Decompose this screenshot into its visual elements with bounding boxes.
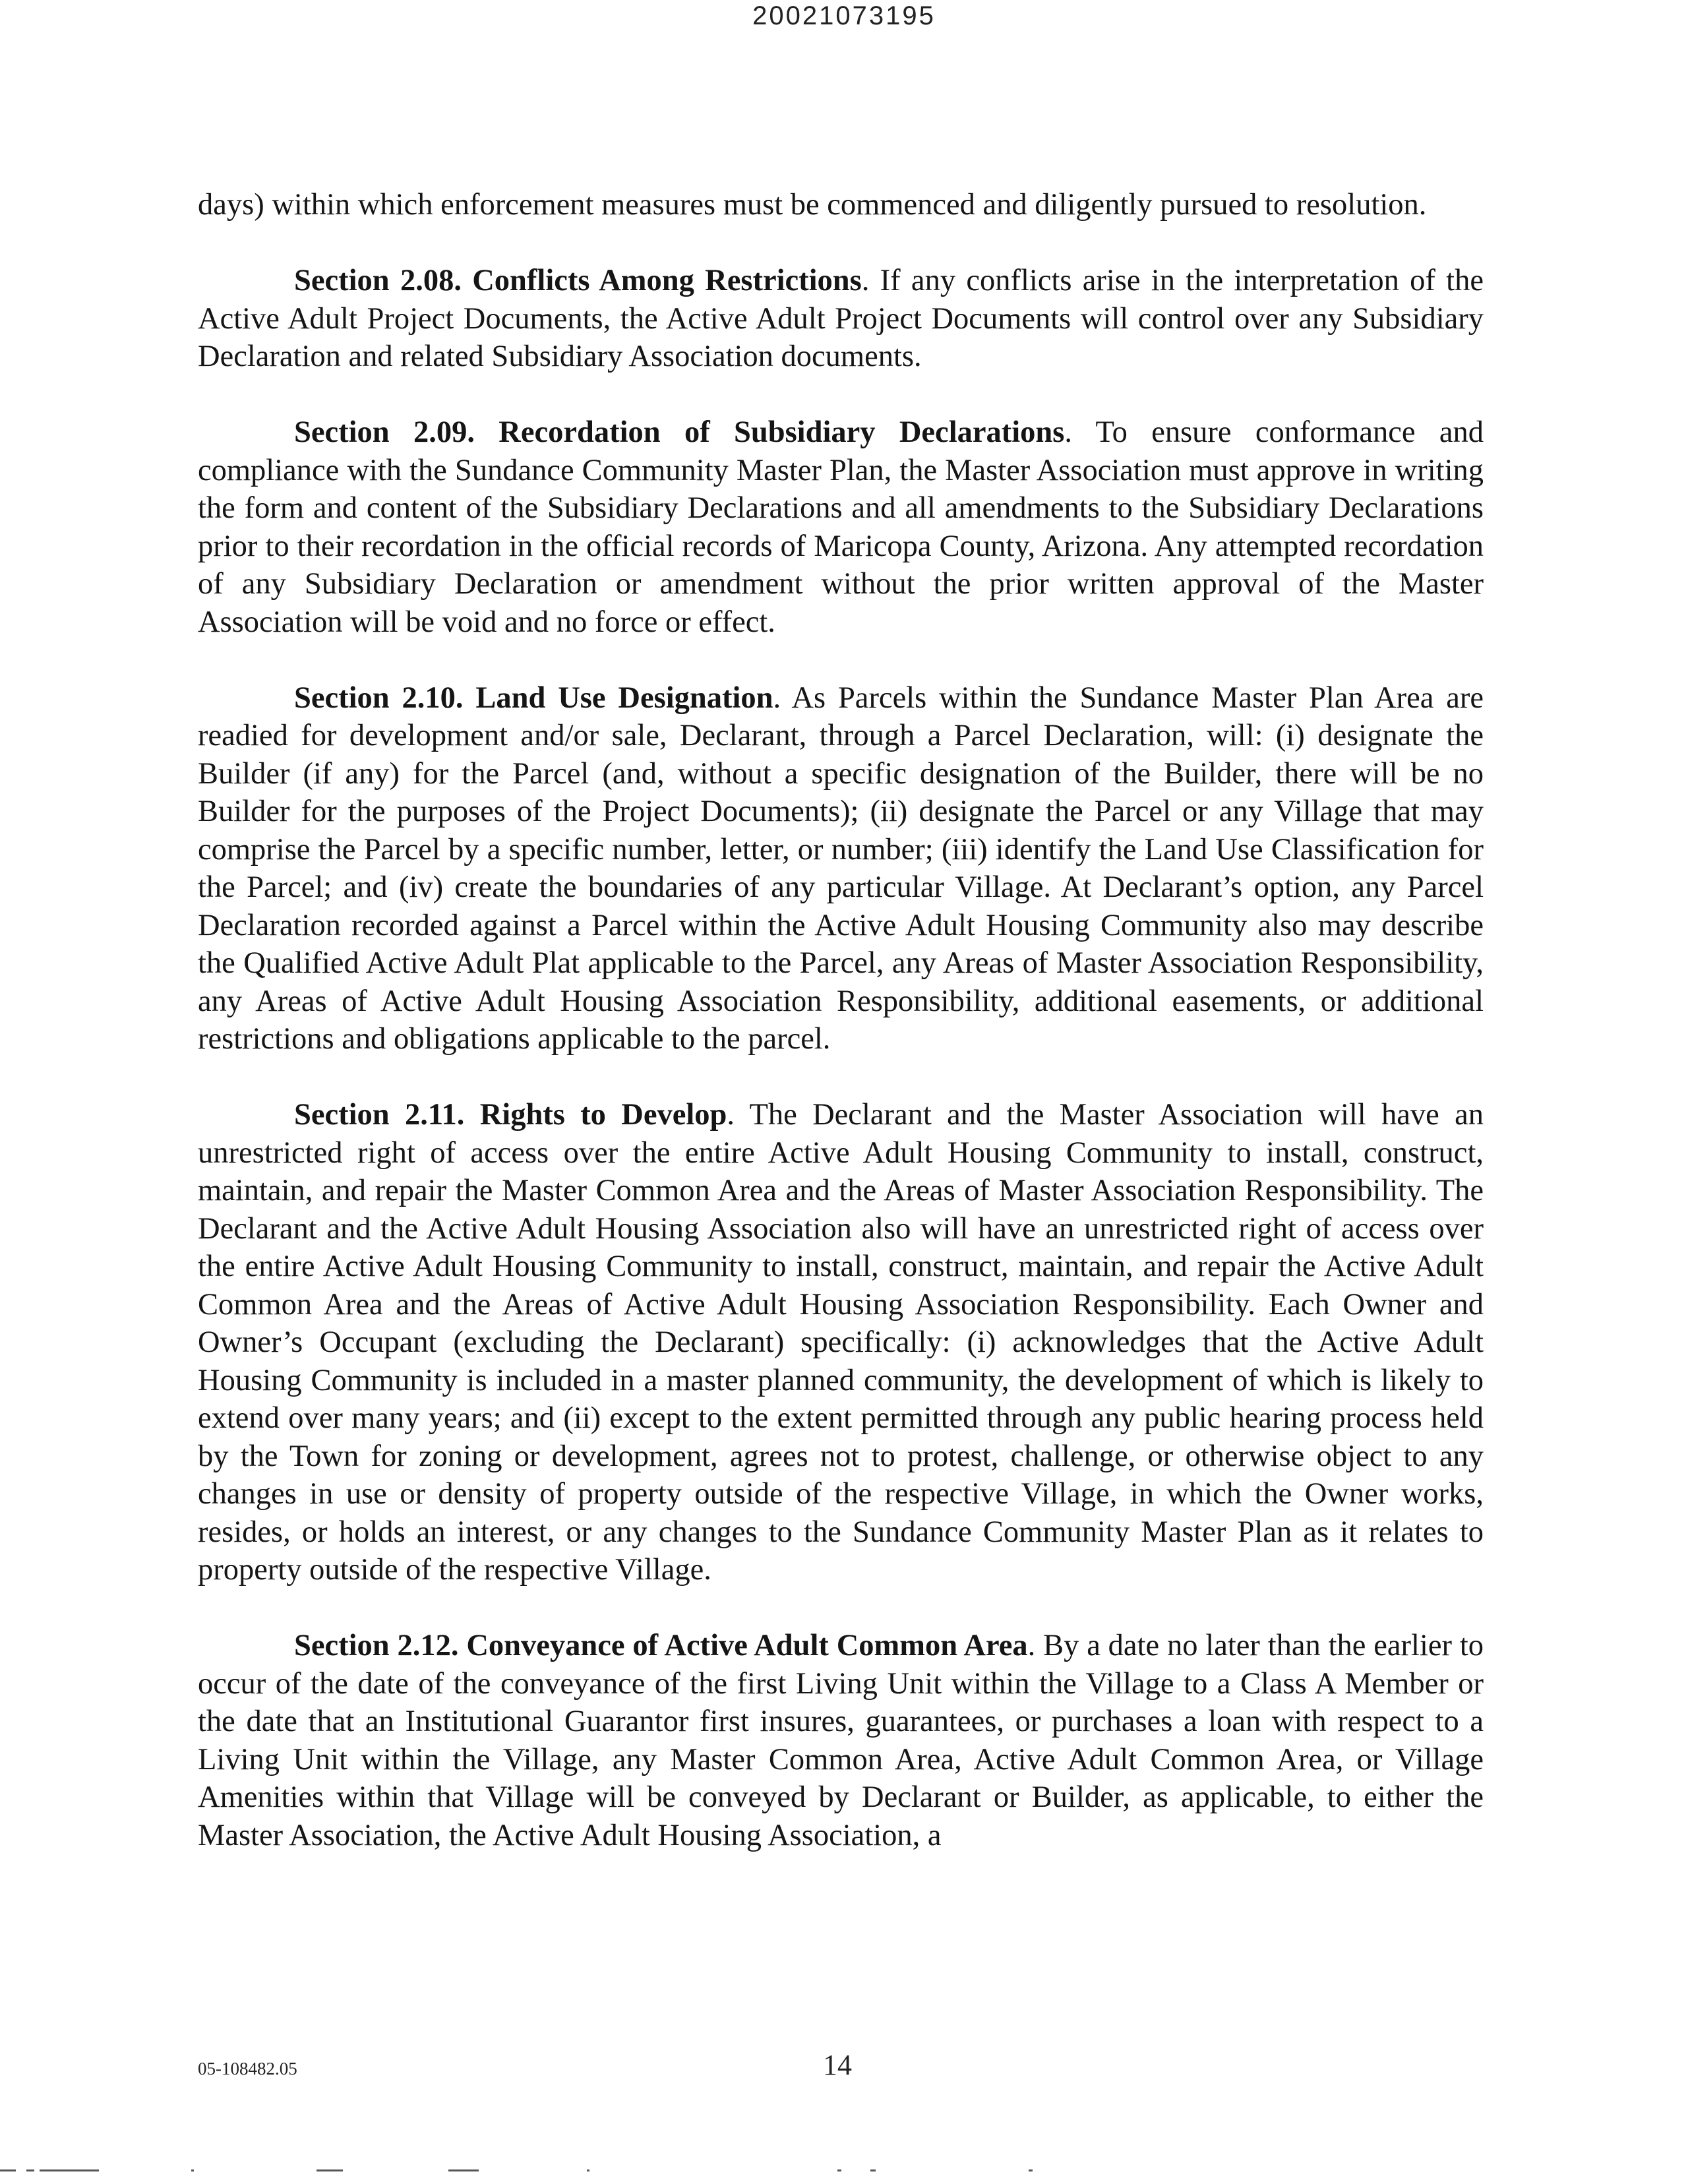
scan-mark	[0, 2169, 16, 2171]
scan-mark	[40, 2169, 99, 2171]
scan-mark	[316, 2169, 343, 2171]
scan-mark	[191, 2169, 194, 2171]
section-2-10-heading: Section 2.10. Land Use Designation	[294, 681, 773, 715]
section-2-11-paragraph	[198, 1096, 1484, 1589]
section-2-12-text: . By a date no later than the earlier to occur of the date of the conveyance of the first Living Unit within the Village to a Class A Member or the date that an Institutional Guarantor first insures, guarantees, or purchases a loan with respect to a Living Unit within the Village, any Master Common Area, Active Adult Common Area, or Village Amenities within that Village will be conveyed by Declarant or Builder, as applicable, to either the Master Association, the Active Adult Housing Association, a	[198, 1629, 1484, 1852]
section-2-08-text: . If any conflicts arise in the interpretation of the Active Adult Project Documents, the Active Adult Project Documents will control over any Subsidiary Declaration and related Subsidiary Association documents.	[198, 264, 1484, 373]
section-2-10-text: . As Parcels within the Sundance Master Plan Area are readied for development and/or sale, Declarant, through a Parcel Declaration, will: (i) designate the Builder (if any) for the Parcel (and, without a specific designation of the Builder, there will be no Builder for the purposes of the Project Documents); (ii) designate the Parcel or any Village that may comprise the Parcel by a specific number, letter, or number; (iii) identify the Land Use Classification for the Parcel; and (iv) create the boundaries of any particular Village. At Declarant’s option, any Parcel Declaration recorded against a Parcel within the Active Adult Housing Community also may describe the Qualified Active Adult Plat applicable to the Parcel, any Areas of Master Association Responsibility, any Areas of Active Adult Housing Association Responsibility, additional easements, or additional restrictions and obligations applicable to the parcel.	[198, 681, 1484, 1056]
scan-mark	[587, 2169, 589, 2171]
scan-mark	[448, 2169, 479, 2171]
section-2-09-text: . To ensure conformance and compliance with the Sundance Community Master Plan, the Master Association must approve in writing the form and content of the Subsidiary Declarations and all amendments to the Subsidiary Declarations prior to their recordation in the official records of Maricopa County, Arizona. Any attempted recordation of any Subsidiary Declaration or amendment without the prior written approval of the Master Association will be void and no force or effect.	[198, 415, 1484, 639]
footer-document-code: 05-108482.05	[198, 2059, 297, 2078]
section-2-11-heading: Section 2.11. Rights to Develop	[294, 1098, 727, 1132]
scan-mark	[1029, 2169, 1033, 2171]
section-2-09-paragraph	[198, 413, 1484, 641]
section-2-08-paragraph	[198, 262, 1484, 376]
scan-mark	[837, 2169, 841, 2171]
page-number: 14	[823, 2049, 852, 2081]
document-number: 20021073195	[752, 1, 936, 30]
scan-artifacts	[0, 2169, 1688, 2176]
section-2-10-paragraph	[198, 679, 1484, 1058]
document-body	[198, 186, 1484, 1893]
intro-text: days) within which enforcement measures must be commenced and diligently pursued to resolution.	[198, 188, 1427, 222]
section-2-12-heading: Section 2.12. Conveyance of Active Adult Common Area	[294, 1629, 1028, 1662]
scan-mark	[870, 2169, 876, 2171]
section-2-09-heading: Section 2.09. Recordation of Subsidiary Declarations	[294, 415, 1065, 449]
intro-paragraph	[198, 186, 1484, 224]
section-2-08-heading: Section 2.08. Conflicts Among Restrictions	[294, 264, 862, 297]
section-2-12-paragraph	[198, 1627, 1484, 1854]
section-2-11-text: . The Declarant and the Master Association will have an unrestricted right of access over the entire Active Adult Housing Community to install, construct, maintain, and repair the Master Common Area and the Areas of Master Association Responsibility. The Declarant and the Active Adult Housing Association also will have an unrestricted right of access over the entire Active Adult Housing Community to install, construct, maintain, and repair the Active Adult Common Area and the Areas of Active Adult Housing Association Responsibility. Each Owner and Owner’s Occupant (excluding the Declarant) specifically: (i) acknowledges that the Active Adult Housing Community is included in a master planned community, the development of which is likely to extend over many years; and (ii) except to the extent permitted through any public hearing process held by the Town for zoning or development, agrees not to protest, challenge, or otherwise object to any changes in use or density of property outside of the respective Village, in which the Owner works, resides, or holds an interest, or any changes to the Sundance Community Master Plan as it relates to property outside of the respective Village.	[198, 1098, 1484, 1587]
scan-mark	[26, 2169, 34, 2171]
